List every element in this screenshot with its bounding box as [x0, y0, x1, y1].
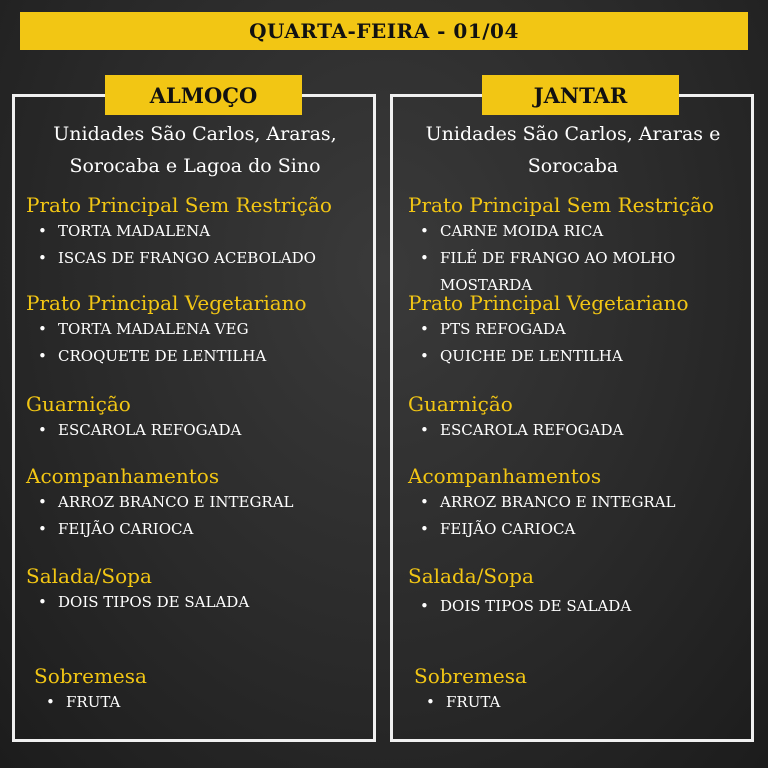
lunch-section-dessert — [34, 663, 147, 716]
menu-item: • ESCAROLA REFOGADA — [408, 417, 623, 444]
date-title: QUARTA-FEIRA - 01/04 — [249, 19, 519, 43]
lunch-section-side — [26, 391, 241, 444]
menu-item: • FEIJÃO CARIOCA — [408, 516, 676, 543]
section-heading: Prato Principal Sem Restrição — [408, 193, 714, 217]
date-banner — [20, 12, 748, 50]
menu-item: • DOIS TIPOS DE SALADA — [408, 593, 631, 620]
dinner-units — [398, 118, 748, 182]
lunch-section-salad — [26, 563, 249, 616]
section-heading: Acompanhamentos — [408, 464, 602, 488]
menu-item: • FILÉ DE FRANGO AO MOLHO — [408, 245, 714, 272]
menu-item: • FRUTA — [34, 689, 147, 716]
lunch-section-accomp — [26, 463, 294, 543]
section-heading: Prato Principal Vegetariano — [408, 291, 689, 315]
menu-item: • CARNE MOIDA RICA — [408, 218, 714, 245]
menu-item-continued-text: MOSTARDA — [440, 276, 533, 294]
section-heading: Prato Principal Vegetariano — [26, 291, 307, 315]
dinner-section-main — [408, 192, 714, 299]
section-heading: Prato Principal Sem Restrição — [26, 193, 332, 217]
dinner-title: JANTAR — [482, 75, 679, 115]
dinner-section-veg — [408, 290, 689, 370]
dinner-units-line1: Unidades São Carlos, Araras e — [425, 123, 721, 145]
dinner-units-line2: Sorocaba — [527, 155, 619, 177]
lunch-title: ALMOÇO — [105, 75, 302, 115]
section-heading: Salada/Sopa — [408, 564, 534, 588]
menu-item: • ARROZ BRANCO E INTEGRAL — [26, 489, 294, 516]
menu-item: • PTS REFOGADA — [408, 316, 689, 343]
dinner-section-side — [408, 391, 623, 444]
lunch-section-veg — [26, 290, 307, 370]
menu-item: • FRUTA — [414, 689, 527, 716]
menu-item: • FEIJÃO CARIOCA — [26, 516, 294, 543]
section-heading: Sobremesa — [414, 664, 527, 688]
menu-item: • ESCAROLA REFOGADA — [26, 417, 241, 444]
dinner-section-accomp — [408, 463, 676, 543]
lunch-units — [20, 118, 370, 182]
lunch-units-line2: Sorocaba e Lagoa do Sino — [69, 155, 321, 177]
menu-item: • DOIS TIPOS DE SALADA — [26, 589, 249, 616]
menu-item: • ISCAS DE FRANGO ACEBOLADO — [26, 245, 332, 272]
menu-item: • ARROZ BRANCO E INTEGRAL — [408, 489, 676, 516]
section-heading: Sobremesa — [34, 664, 147, 688]
dinner-section-salad — [408, 563, 631, 620]
section-heading: Salada/Sopa — [26, 564, 152, 588]
lunch-section-main — [26, 192, 332, 272]
menu-item: • TORTA MADALENA VEG — [26, 316, 307, 343]
section-heading: Guarnição — [408, 392, 513, 416]
section-heading: Guarnição — [26, 392, 131, 416]
menu-item: • QUICHE DE LENTILHA — [408, 343, 689, 370]
lunch-units-line1: Unidades São Carlos, Araras, — [53, 123, 337, 145]
menu-item: • TORTA MADALENA — [26, 218, 332, 245]
section-heading: Acompanhamentos — [26, 464, 220, 488]
dinner-section-dessert — [414, 663, 527, 716]
menu-item: • CROQUETE DE LENTILHA — [26, 343, 307, 370]
